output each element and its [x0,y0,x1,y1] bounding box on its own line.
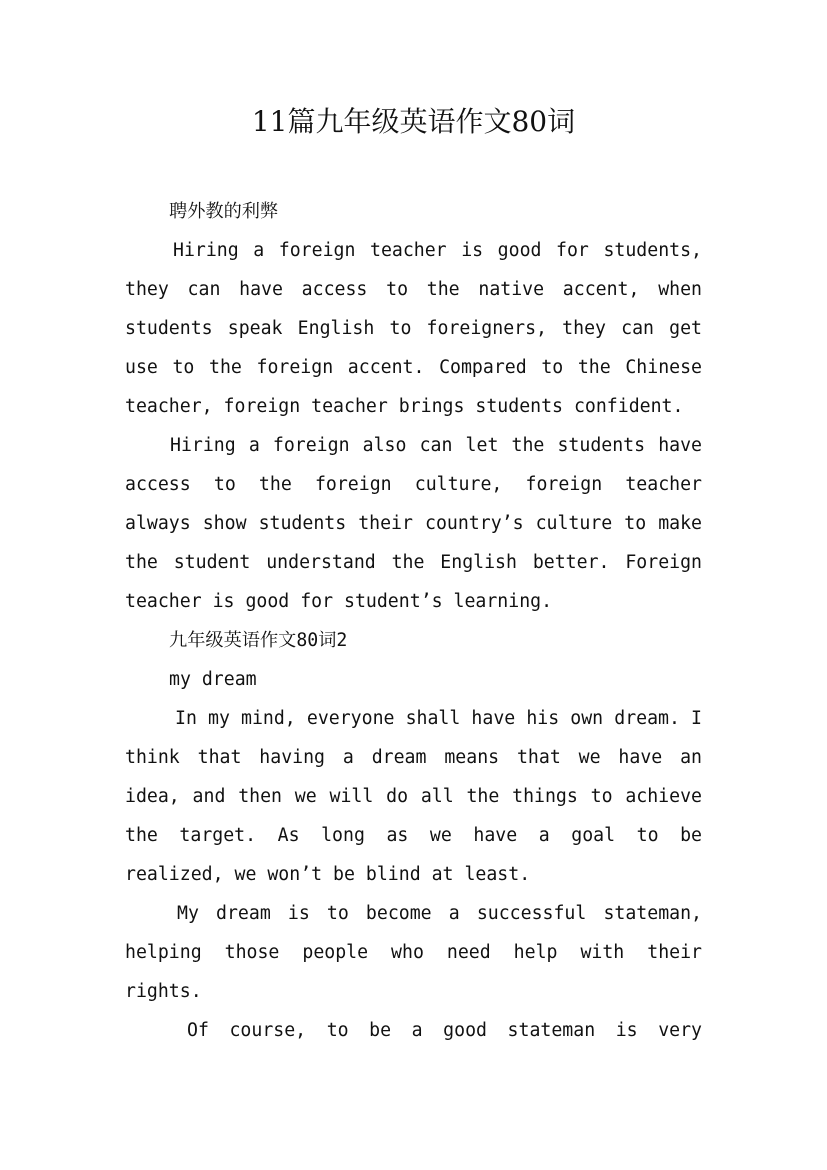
paragraph-2: Hiring a foreign also can let the students have access to the foreign culture, foreign teacher always show students their country’s culture to make the student understand the English better. Foreign teacher is good for student’s learning. [125,435,702,612]
document-body [125,192,702,1050]
essay-subtitle: my dream [169,669,257,690]
paragraph-5: Of course, to be a good stateman is very [187,1020,702,1041]
paragraph-1: Hiring a foreign teacher is good for students, they can have access to the native accent, when students speak English to foreigners, they can get use to the foreign accent. Compared to the Chinese teacher, foreign teacher brings students confident. [125,240,702,417]
section-heading-essay-2: 九年级英语作文80词2 [169,630,348,651]
section-heading-pros-cons: 聘外教的利弊 [169,201,279,222]
paragraph-4: My dream is to become a successful stateman, helping those people who need help with their rights. [125,903,702,1002]
paragraph-3: In my mind, everyone shall have his own dream. I think that having a dream means that we have an idea, and then we will do all the things to achieve the target. As long as we have a goal to be realized, we won’t be blind at least. [125,708,702,885]
page-title: 11篇九年级英语作文80词 [251,105,576,138]
